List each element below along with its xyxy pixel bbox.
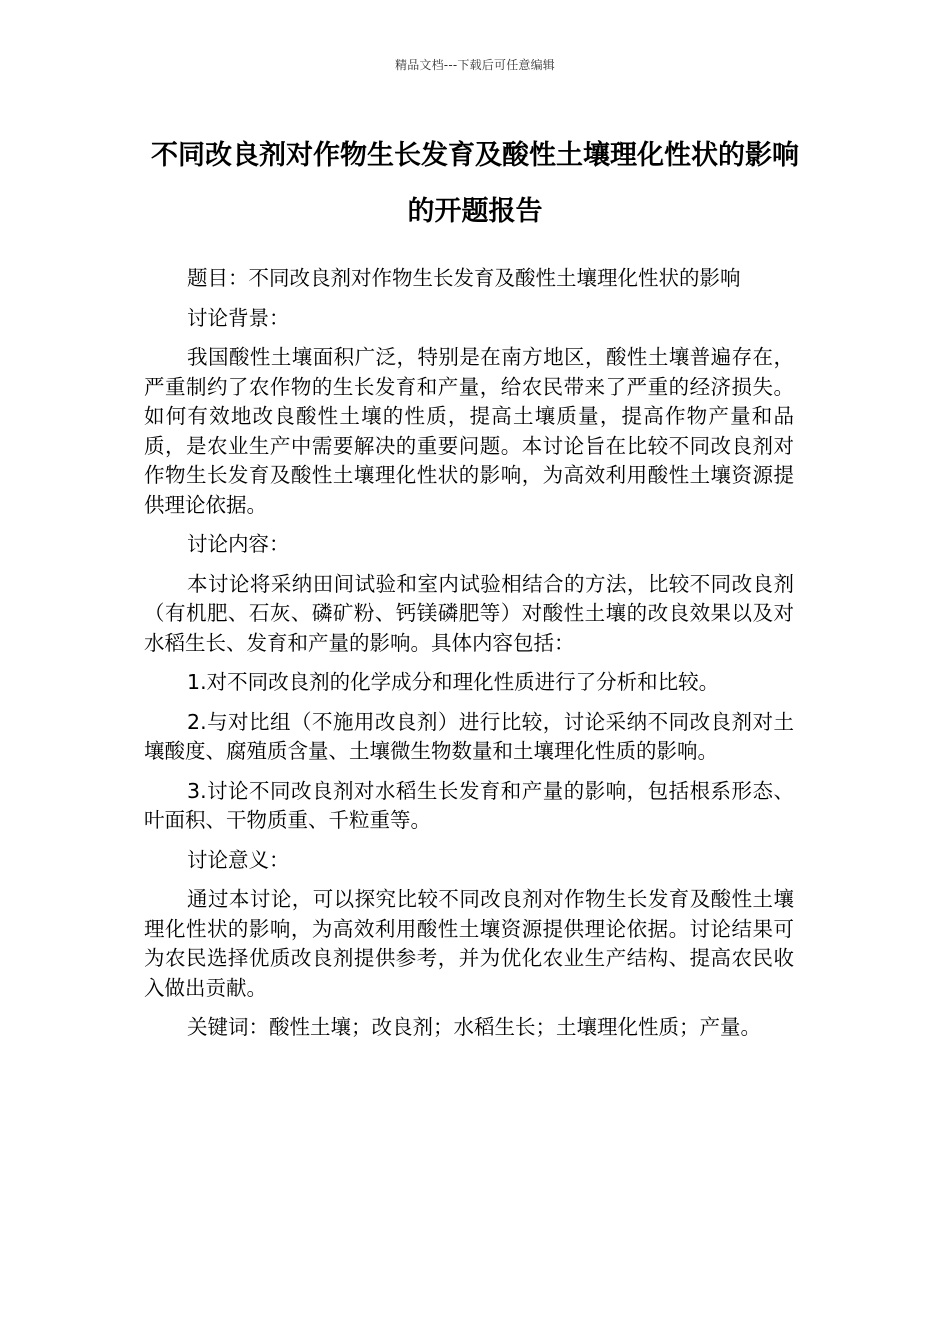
section-heading-content: 讨论内容： [187,532,290,556]
background-paragraph: 我国酸性土壤面积广泛，特别是在南方地区，酸性土壤普遍存在，严重制约了农作物的生长发育和产量，给农民带来了严重的经济损失。如何有效地改良酸性土壤的性质，提高土壤质量，提高作物产量和品质，是农业生产中需要解决的重要问题。本讨论旨在比较不同改良剂对作物生长发育及酸性土壤理化性状的影响，为高效利用酸性土壤资源提供理论依据。 [144,345,794,517]
topic-line: 题目：不同改良剂对作物生长发育及酸性土壤理化性状的影响 [187,266,741,290]
content-item-3: 3.讨论不同改良剂对水稻生长发育和产量的影响，包括根系形态、叶面积、干物质重、千粒重等。 [144,778,794,832]
document-body [144,264,794,1053]
section-heading-background: 讨论背景： [187,305,290,330]
content-item-1: 1.对不同改良剂的化学成分和理化性质进行了分析和比较。 [187,670,720,694]
content-item-2: 2.与对比组（不施用改良剂）进行比较，讨论采纳不同改良剂对土壤酸度、腐殖质含量、土壤微生物数量和土壤理化性质的影响。 [144,709,794,763]
page-header-note: 精品文档---下载后可任意编辑 [395,58,555,72]
keywords-line: 关键词：酸性土壤；改良剂；水稻生长；土壤理化性质；产量。 [187,1015,762,1039]
significance-paragraph: 通过本讨论，可以探究比较不同改良剂对作物生长发育及酸性土壤理化性状的影响，为高效利用酸性土壤资源提供理论依据。讨论结果可为农民选择优质改良剂提供参考，并为优化农业生产结构、提高农民收入做出贡献。 [144,887,794,1000]
document-title: 不同改良剂对作物生长发育及酸性土壤理化性状的影响的开题报告 [151,140,799,227]
content-paragraph: 本讨论将采纳田间试验和室内试验相结合的方法，比较不同改良剂（有机肥、石灰、磷矿粉、钙镁磷肥等）对酸性土壤的改良效果以及对水稻生长、发育和产量的影响。具体内容包括： [144,571,794,655]
section-heading-significance: 讨论意义： [187,847,290,872]
